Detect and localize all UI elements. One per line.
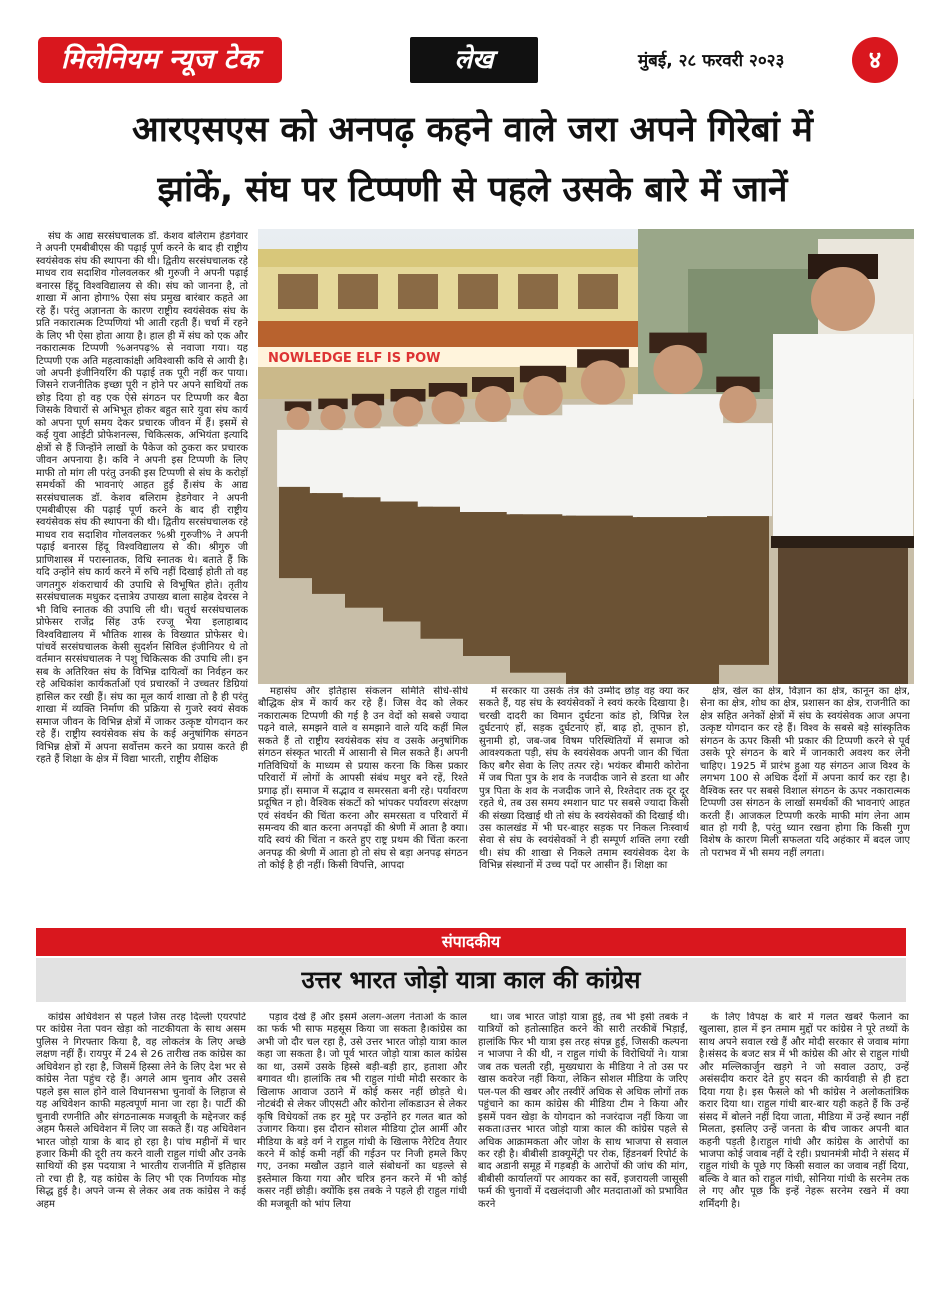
dateline: मुंबई, २८ फरवरी २०२३ xyxy=(638,51,785,71)
volunteers-photo-illustration xyxy=(258,229,914,684)
editorial-column-2 xyxy=(257,1012,467,1262)
article-col2-text: महासंघ और इतिहास संकलन समिति सीधे-सीधे बौद्धिक क्षेत्र में कार्य कर रहे हैं। जिस वेद को लेकर नकारात्मक टिप्पणी की गई है उन वेदों को सबसे ज्यादा पढ़ने वाले, समझने वाले व समझाने वाले यदि कहीं मिल सकते हैं तो राष्ट्रीय स्वयंसेवक संघ व उसके अनुषांगिक संगठन संस्कृत भारती में आसानी से मिल सकते हैं। अपनी गतिविधियों के माध्यम से प्रयास करना कि किस प्रकार परिवारों में लोगों के आपसी संबंध मधुर बने रहें, रिश्ते प्रगाढ़ हों। समाज में सद्भाव व समरसता बनी रहे। पर्यावरण प्रदूषित न हो। वैश्विक संकटों को भांपकर पर्यावरण संरक्षण एवं संवर्धन की चिंता करना और समरसता व परिवारों में समन्वय की बात करना अनपढ़ों की श्रेणी में आता है क्या। यदि स्वयं की चिंता न करते हुए राष्ट्र प्रथम की चिंता करना अनपढ़ की श्रेणी में आता हो तो संघ से बड़ा अनपढ़ संगठन तो कोई है ही नहीं। किसी विपत्ति, आपदा xyxy=(258,686,468,872)
article-column-3 xyxy=(479,686,689,926)
editorial-col2-text: पड़ाव देखे हैं और इसमें अलग-अलग नेताओं के काल का फर्क भी साफ महसूस किया जा सकता है।कांग्रेस का अभी जो दौर चल रहा है, उसे उत्तर भारत जोड़ो यात्रा काल कहा जा सकता है। जो पूर्व भारत जोड़ो यात्रा काल कांग्रेस का था, उसमें उसके हिस्से बड़ी-बड़ी हार, हताशा और बगावत थी। हालांकि तब भी राहुल गांधी मोदी सरकार के खिलाफ आवाज उठाने में कोई कसर नहीं छोड़ते थे। नोटबंदी से लेकर जीएसटी और कोरोना लॉकडाउन से लेकर कृषि विधेयकों तक हर मुद्दे पर उन्होंने हर गलत बात को उजागर किया। इस दौरान सोशल मीडिया ट्रोल आर्मी और मीडिया के बड़े वर्ग ने राहुल गांधी के खिलाफ नैरेटिव तैयार करने में कोई कमी नहीं की गईउन पर निजी हमले किए गए, उनका मखौल उड़ाने वाले संबोधनों का धड़ल्ले से इस्तेमाल किया गया और चरित्र हनन करने में भी कोई कसर नहीं छोड़ी। क्योंकि इस तबके ने पहले ही राहुल गांधी की मजबूती को भांप लिया xyxy=(257,1012,467,1210)
article-column-1 xyxy=(36,231,248,926)
editorial-column-1 xyxy=(36,1012,246,1262)
editorial-column-3 xyxy=(478,1012,688,1262)
photo-banner-text: NOWLEDGE ELF IS POW xyxy=(268,351,441,366)
editorial-col1-text: कांग्रेस अधिवेशन से पहले जिस तरह दिल्ली एयरपोर्ट पर कांग्रेस नेता पवन खेड़ा को नाटकीयता के साथ असम पुलिस ने गिरफ्तार किया है, वह लोकतंत्र के लिए अच्छे लक्षण नहीं हैं। रायपुर में 24 से 26 तारीख तक कांग्रेस का अधिवेशन हो रहा है, जिसमें हिस्सा लेने के लिए देश भर से कांग्रेस नेता पहुंच रहे हैं। अगले आम चुनाव और उससे पहले इस साल होने वाले विधानसभा चुनावों के लिहाज से यह अधिवेशन काफी महत्वपूर्ण माना जा रहा है। पार्टी की चुनावी रणनीति और संगठनात्मक मजबूती के मद्देनजर कई अहम फैसले अधिवेशन में लिए जा सकते हैं। यह अधिवेशन भारत जोड़ो यात्रा के बाद हो रहा है। पांच महीनों में चार हजार किमी की दूरी तय करने वाली राहुल गांधी और उनके साथियों की इस पदयात्रा ने भारतीय राजनीति में इतिहास तो रचा ही है, यह कांग्रेस के लिए भी एक निर्णायक मोड़ सिद्ध हुई है। अपने जन्म से लेकर अब तक कांग्रेस ने कई अहम xyxy=(36,1012,246,1210)
article-col1-text: संघ के आद्य सरसंघचालक डॉ. केशव बलिराम हेडगेवार ने अपनी एमबीबीएस की पढ़ाई पूर्ण करने के बाद ही राष्ट्रीय स्वयंसेवक संघ की स्थापना की थी। द्वितीय सरसंघचालक रहे माधव राव सदाशिव गोलवलकर श्री गुरुजी ने अपनी पढ़ाई बनारस हिंदू विश्वविद्यालय से की। संघ को जानना है, तो शाखा में आना होगा% ऐसा संघ प्रमुख बारंबार कहते आ रहे हैं। परंतु अज्ञानता के कारण राष्ट्रीय स्वयंसेवक संघ के प्रति नकारात्मक टिप्पणियां भी आती रहती हैं। चर्चा में रहने के लिए भी ऐसा होता आया है। हाल ही में संघ को एक और नकारात्मक टिप्पणी %अनपढ़% से नवाजा गया। यह टिप्पणी एक अति महत्वाकांक्षी अविश्वासी कवि से आयी है। जो अपनी इंजीनियरिंग की पढ़ाई तक पूरी नहीं कर पाया। जिसने राजनीतिक इच्छा पूरी न होने पर अपने साथियों तक छोड़ दिया हो वह एक ऐसे संगठन पर टिप्पणी कर बैठा जिसके विचारों से अभिभूत होकर बहुत सारे युवा संघ कार्य को अपना पूर्ण समय देकर प्रचारक जीवन में हैं। इसमें से कई युवा आईटी प्रोफेशनल्स, चिकित्सक, अभियंता इत्यादि क्षेत्रों से हैं जिन्होंने लाखों के पैकेज को ठुकरा कर प्रचारक जीवन अपनाया है। कवि ने अपनी इस टिप्पणी के लिए माफी तो मांग ली परंतु उनकी इस टिप्पणी से संघ के करोड़ों समर्थकों की भावनाएं आहत हुई हैं।संघ के आद्य सरसंघचालक डॉ. केशव बलिराम हेडगेवार ने अपनी एमबीबीएस की पढ़ाई पूर्ण करने के बाद ही राष्ट्रीय स्वयंसेवक संघ की स्थापना की थी। द्वितीय सरसंघचालक रहे माधव राव सदाशिव गोलवलकर %श्री गुरुजी% ने अपनी पढ़ाई बनारस हिंदू विश्वविद्यालय से की। श्रीगुरु जी प्राणिशास्त्र में परास्नातक, विधि स्नातक थे। बताते हैं कि यदि उन्होंने संघ कार्य करने में रुचि नहीं दिखाई होती तो वह जगतगुरु शंकराचार्य की उपाधि से विभूषित होते। तृतीय सरसंघचालक मधुकर दत्तात्रेय उपाख्य बाला साहेब देवरस ने भी विधि स्नातक की उपाधि ली थी। चतुर्थ सरसंघचालक प्रोफेसर राजेंद्र सिंह उर्फ रज्जू भैया इलाहाबाद विश्वविद्यालय में भौतिक शास्त्र के विख्यात प्रोफेसर थे। पांचवें सरसंघचालक केसी सुदर्शन सिविल इंजीनियर थे तो वर्तमान सरसंघचालक ने पशु चिकित्सक की उपाधि ली। इन सब के अतिरिक्त संघ के विभिन्न दायित्वों का निर्वहन कर रहे अधिकांश कार्यकर्ताओं एवं प्रचारकों ने उच्चतर डिग्रियां हासिल कर रखी हैं। संघ का मूल कार्य शाखा तो है ही परंतु शाखा में व्यक्ति निर्माण की प्रक्रिया से गुजरे स्वयं सेवक समाज जीवन के विभिन्न क्षेत्रों में जाकर उत्कृष्ट योगदान कर रहे हैं। राष्ट्रीय स्वयंसेवक संघ के कई अनुषांगिक संगठन विभिन्न क्षेत्रों में अपना सर्वोत्तम करने का प्रयास करते ही रहते हैं शिक्षा के क्षेत्र में विद्या भारती, राष्ट्रीय शैक्षिक xyxy=(36,231,248,766)
article-col4-text: क्षेत्र, खेल का क्षेत्र, विज्ञान का क्षेत्र, कानून का क्षेत्र, सेना का क्षेत्र, शोध का क्षेत्र, प्रशासन का क्षेत्र, राजनीति का क्षेत्र सहित अनेकों क्षेत्रों में संघ के स्वयंसेवक आज अपना उत्कृष्ट योगदान कर रहे हैं। विश्व के सबसे बड़े सांस्कृतिक संगठन के ऊपर किसी भी प्रकार की टिप्पणी करने से पूर्व उसके पूरे संगठन के बारे में जानकारी अवश्य कर लेनी चाहिए। 1925 में प्रारंभ हुआ यह संगठन आज विश्व के लगभग 100 से अधिक देशों में अपना कार्य कर रहा है। वैश्विक स्तर पर सबसे विशाल संगठन के ऊपर नकारात्मक टिप्पणी उस संगठन के लाखों समर्थकों की भावनाएं आहत करती हैं। आजकल टिप्पणी करके माफी मांग लेना आम बात हो गयी है, परंतु ध्यान रखना होगा कि किसी गुण विशेष के कारण मिली सफलता यदि अहंकार में बदल जाए तो पराभव में भी समय नहीं लगता। xyxy=(700,686,910,859)
article-photo xyxy=(258,229,914,684)
editorial-col3-text: था। जब भारत जोड़ो यात्रा हुई, तब भी इसी तबके ने यात्रियों को हतोत्साहित करने की सारी तरकीबें भिड़ाईं, हालांकि फिर भी यात्रा इस तरह संपन्न हुई, जिसकी कल्पना न भाजपा ने की थी, न राहुल गांधी के विरोधियों ने। यात्रा जब तक चलती रही, मुख्यधारा के मीडिया ने तो उस पर खास कवरेज नहीं किया, लेकिन सोशल मीडिया के जरिए पल-पल की खबर और तस्वीरें अधिक से अधिक लोगों तक पहुंचाने का काम कांग्रेस की मीडिया टीम ने किया और इसमें पवन खेड़ा के योगदान को नजरंदाज नहीं किया जा सकता।उत्तर भारत जोड़ो यात्रा काल की कांग्रेस पहले से अधिक आक्रामकता और जोश के साथ भाजपा से सवाल कर रही है। बीबीसी डाक्यूमेंट्री पर रोक, हिंडनबर्ग रिपोर्ट के बाद अडानी समूह में गड़बड़ी के आरोपों की जांच की मांग, बीबीसी कार्यालयों पर आयकर का सर्वे, इजरायली जासूसी फर्म की चुनावों में दखलंदाजी और मतदाताओं को प्रभावित करने xyxy=(478,1012,688,1210)
page-number: ४ xyxy=(868,46,882,74)
editorial-col4-text: के लिए विपक्ष के बारे में गलत खबरें फैलाने का खुलासा, हाल में इन तमाम मुद्दों पर कांग्रेस ने पूरे तथ्यों के साथ अपने सवाल रखे हैं और मोदी सरकार से जवाब मांगा है।संसद के बजट सत्र में भी कांग्रेस की ओर से राहुल गांधी और मल्लिकार्जुन खड़गे ने जो सवाल उठाए, उन्हें असंसदीय करार देते हुए सदन की कार्यवाही से ही हटा दिया गया है। इस फैसले को भी कांग्रेस ने अलोकतांत्रिक करार दिया था। राहुल गांधी बार-बार यही कहते हैं कि उन्हें संसद में बोलने नहीं दिया जाता, मीडिया में उन्हें स्थान नहीं मिलता, इसलिए उन्हें जनता के बीच जाकर अपनी बात कहनी पड़ती है।राहुल गांधी और कांग्रेस के आरोपों का भाजपा कोई जवाब नहीं दे रही। प्रधानमंत्री मोदी ने संसद में राहुल गांधी के पूछे गए किसी सवाल का जवाब नहीं दिया, बल्कि वे बात को राहुल गांधी, सोनिया गांधी के सरनेम तक ले गए और पूछ कि इन्हें नेहरू सरनेम रखने में क्या शर्मिंदगी है। xyxy=(699,1012,909,1210)
editorial-label: संपादकीय xyxy=(441,932,501,951)
article-col3-text: में सरकार या उसके तंत्र की उम्मीद छोड़ वह क्या कर सकते हैं, यह संघ के स्वयंसेवकों ने स्वयं करके दिखाया है। चरखी दादरी का विमान दुर्घटना कांड हो, त्रिपिन्न रेल दुर्घटनाएं हों, सड़क दुर्घटनाएं हों, बाढ़ हो, तूफान हो, सुनामी हो, जब-जब विषम परिस्थितियों में समाज को आवश्यकता पड़ी, संघ के स्वयंसेवक अपनी जान की चिंता किए बगैर सेवा के लिए तत्पर रहे। भयंकर बीमारी कोरोना में जब पिता पुत्र के शव के नजदीक जाने से डरता था और पुत्र पिता के शव के नजदीक जाने से, रिश्तेदार तक दूर दूर रहते थे, तब उस समय श्मशान घाट पर सबसे ज्यादा किसी की संख्या दिखाई थी तो संघ के स्वयंसेवकों की दिखाई थी। उस कालखंड में भी घर-बाहर सड़क पर निकल निःस्वार्थ सेवा से संघ के स्वयंसेवकों ने ही सम्पूर्ण शक्ति लगा रखी थी। संघ की शाखा से निकले तमाम स्वयंसेवक देश के विभिन्न संस्थानों में उच्च पदों पर आसीन हैं। शिक्षा का xyxy=(479,686,689,872)
editorial-title: उत्तर भारत जोड़ो यात्रा काल की कांग्रेस xyxy=(301,966,641,994)
headline-line-1: आरएसएस को अनपढ़ कहने वाले जरा अपने गिरेबां में xyxy=(132,110,813,150)
article-column-4 xyxy=(700,686,910,926)
article-column-2 xyxy=(258,686,468,926)
editorial-column-4 xyxy=(699,1012,909,1262)
brand-name: मिलेनियम न्यूज टेक xyxy=(60,44,260,75)
headline-line-2: झांकें, संघ पर टिप्पणी से पहले उसके बारे में जानें xyxy=(157,170,788,210)
section-name: लेख xyxy=(454,45,494,75)
article-headline xyxy=(20,100,925,220)
